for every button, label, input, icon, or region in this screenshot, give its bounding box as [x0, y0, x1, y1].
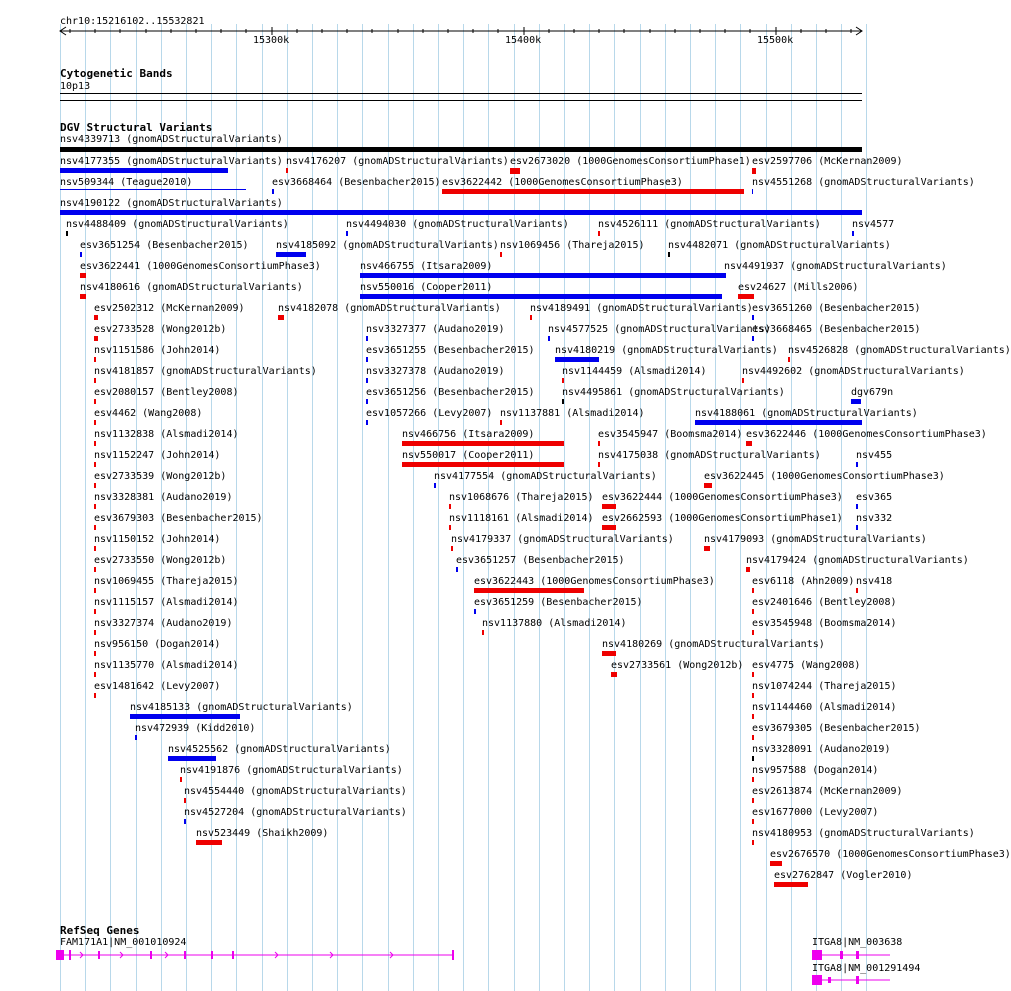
sv-label[interactable]: esv4462 (Wang2008): [94, 408, 203, 419]
sv-label[interactable]: nsv472939 (Kidd2010): [135, 723, 256, 734]
sv-label[interactable]: esv3651256 (Besenbacher2015): [366, 387, 535, 398]
sv-label[interactable]: nsv4176207 (gnomADStructuralVariants): [286, 156, 509, 167]
sv-label[interactable]: nsv4525562 (gnomADStructuralVariants): [168, 744, 391, 755]
sv-label[interactable]: nsv4577525 (gnomADStructuralVariants): [548, 324, 771, 335]
gene-label-fam171a1[interactable]: FAM171A1|NM_001010924: [60, 937, 187, 948]
sv-label[interactable]: nsv4495861 (gnomADStructuralVariants): [562, 387, 785, 398]
sv-label[interactable]: nsv1115157 (Alsmadi2014): [94, 597, 239, 608]
sv-label[interactable]: nsv4339713 (gnomADStructuralVariants): [60, 134, 283, 145]
sv-label[interactable]: nsv4526828 (gnomADStructuralVariants): [788, 345, 1011, 356]
sv-label[interactable]: nsv4182078 (gnomADStructuralVariants): [278, 303, 501, 314]
sv-label[interactable]: nsv550017 (Cooper2011): [402, 450, 535, 461]
sv-label[interactable]: esv3679303 (Besenbacher2015): [94, 513, 263, 524]
sv-label[interactable]: esv4775 (Wang2008): [752, 660, 861, 671]
sv-label[interactable]: nsv4177355 (gnomADStructuralVariants): [60, 156, 283, 167]
gene-model-fam171a1[interactable]: [56, 950, 454, 960]
ruler-tick-15300k: 15300k: [253, 35, 290, 46]
sv-label[interactable]: esv2733550 (Wong2012b): [94, 555, 227, 566]
sv-label[interactable]: nsv1135770 (Alsmadi2014): [94, 660, 239, 671]
sv-label[interactable]: nsv466756 (Itsara2009): [402, 429, 535, 440]
ruler-tick-15400k: 15400k: [505, 35, 542, 46]
sv-label[interactable]: esv2673020 (1000GenomesConsortiumPhase1): [510, 156, 751, 167]
sv-label[interactable]: nsv1068676 (Thareja2015): [449, 492, 594, 503]
sv-label[interactable]: nsv1118161 (Alsmadi2014): [449, 513, 594, 524]
sv-label[interactable]: nsv4488409 (gnomADStructuralVariants): [66, 219, 289, 230]
sv-label[interactable]: esv3622441 (1000GenomesConsortiumPhase3): [80, 261, 321, 272]
sv-label[interactable]: nsv1137880 (Alsmadi2014): [482, 618, 627, 629]
sv-label[interactable]: nsv4577: [852, 219, 895, 230]
sv-label[interactable]: nsv1152247 (John2014): [94, 450, 221, 461]
cytoband-track-title: Cytogenetic Bands: [60, 67, 173, 80]
sv-label[interactable]: esv1057266 (Levy2007): [366, 408, 493, 419]
sv-label[interactable]: esv2733561 (Wong2012b): [611, 660, 744, 671]
cytoband-label: 10p13: [60, 81, 91, 92]
sv-label[interactable]: nsv332: [856, 513, 893, 524]
sv-label[interactable]: esv2080157 (Bentley2008): [94, 387, 239, 398]
sv-label[interactable]: nsv4191876 (gnomADStructuralVariants): [180, 765, 403, 776]
sv-label[interactable]: esv3651259 (Besenbacher2015): [474, 597, 643, 608]
gene-label-itga8-2[interactable]: ITGA8|NM_001291494: [812, 963, 921, 974]
sv-label[interactable]: nsv3328091 (Audano2019): [752, 744, 891, 755]
sv-label[interactable]: nsv4180953 (gnomADStructuralVariants): [752, 828, 975, 839]
sv-label[interactable]: nsv3327378 (Audano2019): [366, 366, 505, 377]
sv-label[interactable]: nsv4491937 (gnomADStructuralVariants): [724, 261, 947, 272]
sv-label[interactable]: esv2733528 (Wong2012b): [94, 324, 227, 335]
sv-label[interactable]: nsv4185092 (gnomADStructuralVariants): [276, 240, 499, 251]
sv-label[interactable]: esv3622445 (1000GenomesConsortiumPhase3): [704, 471, 945, 482]
sv-label[interactable]: esv3545948 (Boomsma2014): [752, 618, 897, 629]
sv-label[interactable]: nsv957588 (Dogan2014): [752, 765, 879, 776]
sv-label[interactable]: nsv4179337 (gnomADStructuralVariants): [451, 534, 674, 545]
sv-label[interactable]: nsv3328381 (Audano2019): [94, 492, 233, 503]
sv-label[interactable]: esv6118 (Ahn2009): [752, 576, 855, 587]
gene-label-itga8-1[interactable]: ITGA8|NM_003638: [812, 937, 903, 948]
gene-model-itga8-2[interactable]: [812, 975, 890, 985]
sv-label[interactable]: esv3622444 (1000GenomesConsortiumPhase3): [602, 492, 843, 503]
sv-label[interactable]: esv3651255 (Besenbacher2015): [366, 345, 535, 356]
sv-label[interactable]: nsv3327374 (Audano2019): [94, 618, 233, 629]
sv-label[interactable]: esv3679305 (Besenbacher2015): [752, 723, 921, 734]
sv-label[interactable]: nsv4179424 (gnomADStructuralVariants): [746, 555, 969, 566]
sv-label[interactable]: esv2733539 (Wong2012b): [94, 471, 227, 482]
sv-label[interactable]: nsv4527204 (gnomADStructuralVariants): [184, 807, 407, 818]
sv-label[interactable]: nsv1137881 (Alsmadi2014): [500, 408, 645, 419]
sv-label[interactable]: nsv3327377 (Audano2019): [366, 324, 505, 335]
sv-label[interactable]: nsv4482071 (gnomADStructuralVariants): [668, 240, 891, 251]
sv-label[interactable]: nsv455: [856, 450, 893, 461]
sv-label[interactable]: nsv4551268 (gnomADStructuralVariants): [752, 177, 975, 188]
sv-label[interactable]: nsv4179093 (gnomADStructuralVariants): [704, 534, 927, 545]
sv-label[interactable]: esv2662593 (1000GenomesConsortiumPhase1): [602, 513, 843, 524]
sv-label[interactable]: nsv1151586 (John2014): [94, 345, 221, 356]
sv-label[interactable]: nsv4494030 (gnomADStructuralVariants): [346, 219, 569, 230]
sv-label[interactable]: esv2502312 (McKernan2009): [94, 303, 245, 314]
sv-label[interactable]: nsv1144459 (Alsmadi2014): [562, 366, 707, 377]
sv-label[interactable]: nsv1074244 (Thareja2015): [752, 681, 897, 692]
sv-label[interactable]: nsv1069455 (Thareja2015): [94, 576, 239, 587]
sv-label[interactable]: nsv4180219 (gnomADStructuralVariants): [555, 345, 778, 356]
sv-label[interactable]: nsv4190122 (gnomADStructuralVariants): [60, 198, 283, 209]
sv-label[interactable]: esv365: [856, 492, 893, 503]
sv-label[interactable]: nsv4188061 (gnomADStructuralVariants): [695, 408, 918, 419]
sv-label[interactable]: nsv4189491 (gnomADStructuralVariants): [530, 303, 753, 314]
sv-label[interactable]: esv1677000 (Levy2007): [752, 807, 879, 818]
ruler-location: chr10:15216102..15532821: [60, 16, 205, 27]
sv-label[interactable]: esv3622446 (1000GenomesConsortiumPhase3): [746, 429, 987, 440]
sv-label[interactable]: nsv1144460 (Alsmadi2014): [752, 702, 897, 713]
sv-label[interactable]: nsv956150 (Dogan2014): [94, 639, 221, 650]
refseq-track-title: RefSeq Genes: [60, 924, 140, 937]
sv-label[interactable]: esv3651254 (Besenbacher2015): [80, 240, 249, 251]
sv-label[interactable]: nsv4177554 (gnomADStructuralVariants): [434, 471, 657, 482]
sv-label[interactable]: nsv523449 (Shaikh2009): [196, 828, 329, 839]
sv-label[interactable]: nsv1069456 (Thareja2015): [500, 240, 645, 251]
sv-label[interactable]: esv3622443 (1000GenomesConsortiumPhase3): [474, 576, 715, 587]
sv-label[interactable]: nsv418: [856, 576, 893, 587]
sv-label[interactable]: esv3622442 (1000GenomesConsortiumPhase3): [442, 177, 683, 188]
sv-label[interactable]: esv3651257 (Besenbacher2015): [456, 555, 625, 566]
gene-model-itga8-1[interactable]: [812, 950, 890, 960]
sv-label[interactable]: nsv550016 (Cooper2011): [360, 282, 493, 293]
sv-label[interactable]: esv2613874 (McKernan2009): [752, 786, 903, 797]
sv-label[interactable]: nsv4554440 (gnomADStructuralVariants): [184, 786, 407, 797]
sv-label[interactable]: nsv4492602 (gnomADStructuralVariants): [742, 366, 965, 377]
sv-label[interactable]: nsv4180269 (gnomADStructuralVariants): [602, 639, 825, 650]
sv-label[interactable]: nsv4180616 (gnomADStructuralVariants): [80, 282, 303, 293]
sv-label[interactable]: nsv4526111 (gnomADStructuralVariants): [598, 219, 821, 230]
sv-label[interactable]: esv24627 (Mills2006): [738, 282, 859, 293]
sv-label[interactable]: nsv1132838 (Alsmadi2014): [94, 429, 239, 440]
sv-label[interactable]: esv3668465 (Besenbacher2015): [752, 324, 921, 335]
ruler-tick-15500k: 15500k: [757, 35, 794, 46]
sv-label[interactable]: esv3545947 (Boomsma2014): [598, 429, 743, 440]
sv-label[interactable]: esv3668464 (Besenbacher2015): [272, 177, 441, 188]
sv-label[interactable]: nsv4185133 (gnomADStructuralVariants): [130, 702, 353, 713]
sv-label[interactable]: esv2762847 (Vogler2010): [774, 870, 913, 881]
sv-label[interactable]: esv3651260 (Besenbacher2015): [752, 303, 921, 314]
sv-label[interactable]: esv2676570 (1000GenomesConsortiumPhase3): [770, 849, 1011, 860]
sv-label[interactable]: dgv679n: [851, 387, 894, 398]
sv-label[interactable]: nsv1150152 (John2014): [94, 534, 221, 545]
sv-label[interactable]: nsv4181857 (gnomADStructuralVariants): [94, 366, 317, 377]
sv-label[interactable]: nsv4175038 (gnomADStructuralVariants): [598, 450, 821, 461]
sv-label[interactable]: nsv466755 (Itsara2009): [360, 261, 493, 272]
sv-label[interactable]: esv1481642 (Levy2007): [94, 681, 221, 692]
dgv-track-title: DGV Structural Variants: [60, 121, 213, 134]
sv-label[interactable]: esv2597706 (McKernan2009): [752, 156, 903, 167]
sv-label[interactable]: nsv509344 (Teague2010): [60, 177, 193, 188]
sv-label[interactable]: esv2401646 (Bentley2008): [752, 597, 897, 608]
